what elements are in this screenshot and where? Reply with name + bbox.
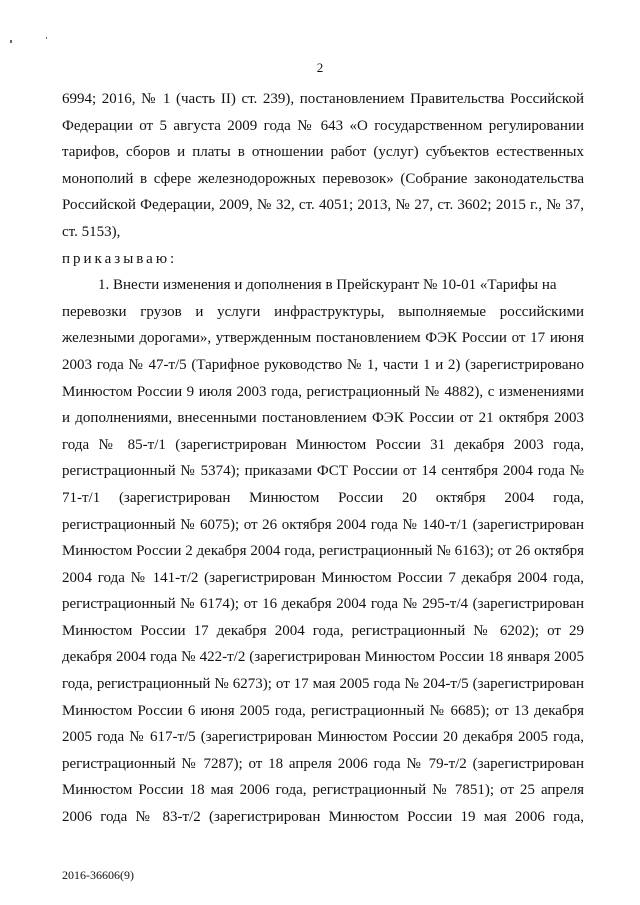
text-line: 2006 года № 83-т/2 (зарегистрирован Минюстом России 19 мая 2006 года, [62, 809, 584, 826]
text-line: железными дорогами», утвержденным постановлением ФЭК России от 17 июня [62, 330, 584, 347]
document-body [62, 86, 584, 831]
text-line: ст. 5153), [62, 223, 121, 240]
text-line: Минюстом России 17 декабря 2004 года, регистрационный № 6202); от 29 [62, 622, 584, 639]
document-code: 2016-36606(9) [62, 868, 134, 882]
text-line: Минюстом России 18 мая 2006 года, регистрационный № 7851); от 25 апреля [62, 782, 584, 799]
page-number: 2 [316, 60, 324, 75]
text-line: года № 85-т/1 (зарегистрирован Минюстом России 31 декабря 2003 года, [62, 436, 584, 453]
text-line: приказываю: [62, 250, 178, 267]
text-line: тарифов, сборов и платы в отношении работ (услуг) субъектов естественных [62, 144, 584, 161]
text-line: 1. Внести изменения и дополнения в Прейскурант № 10-01 «Тарифы на [98, 277, 557, 294]
text-line: Минюстом России 2 декабря 2004 года, регистрационный № 6163); от 26 октября [62, 543, 584, 560]
scan-speck [46, 37, 47, 39]
text-line: монополий в сфере железнодорожных перевозок» (Собрание законодательства [62, 170, 584, 187]
text-line: года, регистрационный № 6273); от 17 мая 2005 года № 204-т/5 (зарегистрирован [62, 676, 584, 693]
text-line: регистрационный № 7287); от 18 апреля 2006 года № 79-т/2 (зарегистрирован [62, 755, 584, 772]
text-line: Минюстом России 6 июня 2005 года, регистрационный № 6685); от 13 декабря [62, 702, 584, 719]
text-line: декабря 2004 года № 422-т/2 (зарегистрирован Минюстом России 18 января 2005 [62, 649, 584, 666]
text-line: Федерации от 5 августа 2009 года № 643 «О государственном регулировании [62, 117, 584, 134]
text-line: регистрационный № 6075); от 26 октября 2004 года № 140-т/1 (зарегистрирован [62, 516, 584, 533]
text-line: регистрационный № 5374); приказами ФСТ России от 14 сентября 2004 года № [62, 463, 584, 480]
text-line: перевозки грузов и услуги инфраструктуры, выполняемые российскими [62, 303, 584, 320]
text-line: 2003 года № 47-т/5 (Тарифное руководство № 1, части 1 и 2) (зарегистрировано [62, 356, 584, 373]
text-line: 2005 года № 617-т/5 (зарегистрирован Минюстом России 20 декабря 2005 года, [62, 729, 584, 746]
text-line: 6994; 2016, № 1 (часть II) ст. 239), постановлением Правительства Российской [62, 91, 584, 107]
scan-speck [10, 40, 12, 43]
text-line: и дополнениями, внесенными постановлением ФЭК России от 21 октября 2003 [62, 410, 584, 427]
text-line: 2004 года № 141-т/2 (зарегистрирован Минюстом России 7 декабря 2004 года, [62, 569, 584, 586]
text-line: Российской Федерации, 2009, № 32, ст. 4051; 2013, № 27, ст. 3602; 2015 г., № 37, [62, 197, 584, 214]
text-line: регистрационный № 6174); от 16 декабря 2004 года № 295-т/4 (зарегистрирован [62, 596, 584, 613]
text-line: Минюстом России 9 июля 2003 года, регистрационный № 4882), с изменениями [62, 383, 584, 400]
text-line: 71-т/1 (зарегистрирован Минюстом России 20 октября 2004 года, [62, 489, 584, 506]
